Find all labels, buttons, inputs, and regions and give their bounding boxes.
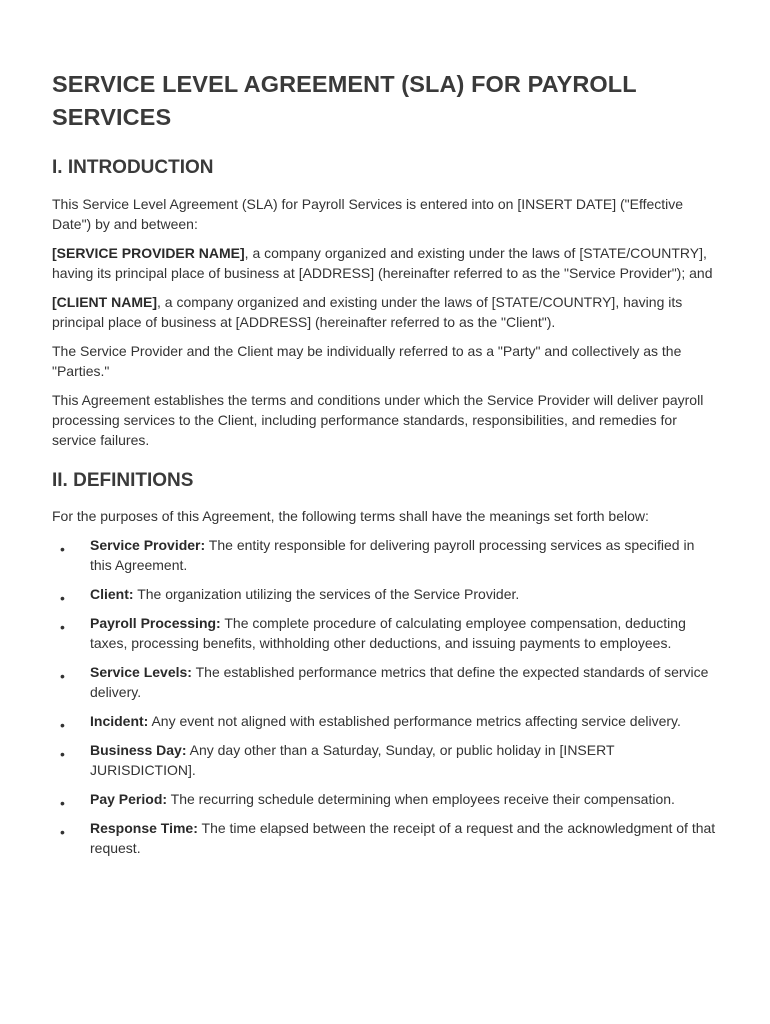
definition-term: Service Levels: <box>90 664 192 680</box>
definition-term: Payroll Processing: <box>90 615 221 631</box>
intro-paragraph-effective-date: This Service Level Agreement (SLA) for Payroll Services is entered into on [INSERT DATE] ("Effective Date") by and between: <box>52 196 684 232</box>
definition-term: Response Time: <box>90 820 198 836</box>
definition-text: The organization utilizing the services of the Service Provider. <box>133 586 520 602</box>
definition-term: Pay Period: <box>90 791 168 807</box>
definition-term: Client: <box>90 586 134 602</box>
definition-text: The entity responsible for delivering payroll processing services as specified in this Agreement. <box>90 537 695 573</box>
definition-text: The complete procedure of calculating employee compensation, deducting taxes, processing benefits, withholding other deductions, and issuing payments to employees. <box>90 615 686 651</box>
bullet-icon: • <box>60 824 65 840</box>
definition-term: Service Provider: <box>90 537 206 553</box>
definition-item <box>52 818 718 858</box>
definitions-intro: For the purposes of this Agreement, the following terms shall have the meanings set forth below: <box>52 508 649 524</box>
definition-term: Business Day: <box>90 742 187 758</box>
service-provider-name: [SERVICE PROVIDER NAME] <box>52 245 245 261</box>
definitions-list <box>52 535 718 858</box>
bullet-icon: • <box>60 590 65 606</box>
document-title: SERVICE LEVEL AGREEMENT (SLA) FOR PAYROLL SERVICES <box>52 71 637 130</box>
definition-item <box>52 662 718 702</box>
section-heading-introduction: I. INTRODUCTION <box>52 157 214 178</box>
definition-item <box>52 613 718 653</box>
intro-paragraph-service-provider <box>52 243 718 283</box>
bullet-icon: • <box>60 795 65 811</box>
definition-item <box>52 740 718 780</box>
definition-term: Incident: <box>90 713 149 729</box>
bullet-icon: • <box>60 746 65 762</box>
bullet-icon: • <box>60 541 65 557</box>
definition-item <box>52 584 718 604</box>
intro-paragraph-parties: The Service Provider and the Client may be individually referred to as a "Party" and collectively as the "Parties." <box>52 343 682 379</box>
definition-item <box>52 789 718 809</box>
definition-text: The time elapsed between the receipt of a request and the acknowledgment of that request. <box>90 820 716 856</box>
intro-paragraph-agreement-purpose: This Agreement establishes the terms and conditions under which the Service Provider will deliver payroll processing services to the Client, including performance standards, responsibilities, and remedies for service failures. <box>52 392 704 448</box>
definition-text: The recurring schedule determining when employees receive their compensation. <box>167 791 675 807</box>
client-name: [CLIENT NAME] <box>52 294 157 310</box>
definition-item <box>52 711 718 731</box>
bullet-icon: • <box>60 668 65 684</box>
intro-paragraph-client <box>52 292 718 332</box>
bullet-icon: • <box>60 717 65 733</box>
definition-text: The established performance metrics that define the expected standards of service delivery. <box>90 664 709 700</box>
definition-item <box>52 535 718 575</box>
bullet-icon: • <box>60 619 65 635</box>
section-heading-definitions: II. DEFINITIONS <box>52 470 194 491</box>
service-provider-description: , a company organized and existing under the laws of [STATE/COUNTRY], having its principal place of business at [ADDRESS] (hereinafter referred to as the "Service Provider"); and <box>52 245 713 281</box>
client-description: , a company organized and existing under the laws of [STATE/COUNTRY], having its principal place of business at [ADDRESS] (hereinafter referred to as the "Client"). <box>52 294 683 330</box>
definition-text: Any day other than a Saturday, Sunday, or public holiday in [INSERT JURISDICTION]. <box>90 742 615 778</box>
definition-text: Any event not aligned with established performance metrics affecting service delivery. <box>148 713 681 729</box>
